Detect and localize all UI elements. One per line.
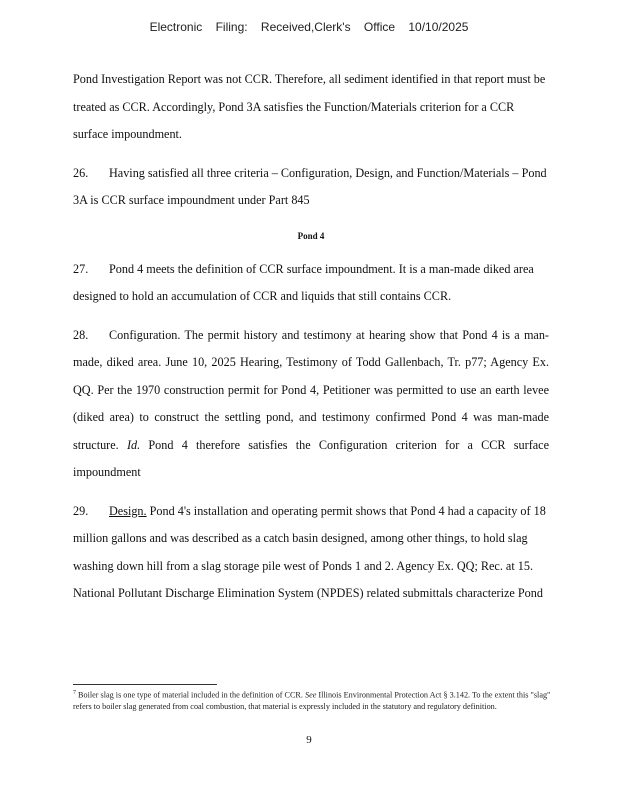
- paragraph-text: Having satisfied all three criteria – Configuration, Design, and Function/Materials – Pond 3A is CCR surface impoundment under Part 845: [73, 165, 547, 207]
- footnote-marker: 7: [73, 690, 76, 696]
- paragraph-number: 29.: [73, 503, 89, 518]
- footnote-text: Boiler slag is one type of material included in the definition of CCR.: [76, 690, 305, 700]
- paragraph-27: [73, 256, 549, 311]
- footnote-divider: [73, 684, 217, 685]
- continuation-paragraph: Pond Investigation Report was not CCR. Therefore, all sediment identified in that report must be treated as CCR. Accordingly, Pond 3A satisfies the Function/Materials criterion for a CCR surface impoundment.: [73, 72, 546, 141]
- paragraph-29: [73, 498, 549, 608]
- paragraph-number: 26.: [73, 165, 89, 180]
- page-number: 9: [306, 734, 312, 746]
- paragraph-text: Pond 4 meets the definition of CCR surface impoundment. It is a man-made diked area designed to hold an accumulation of CCR and liquids that still contains CCR.: [73, 261, 534, 303]
- paragraph-label: Configuration.: [109, 327, 181, 342]
- footnote-text-continued: Illinois Environmental Protection Act § 3.142. To the extent this "slag" refers to boiler slag generated from coal combustion, that material is expressly included in the statutory and regulatory definition.: [73, 690, 551, 712]
- paragraph-text-continued: Pond 4 therefore satisfies the Configuration criterion for a CCR surface impoundment: [73, 437, 549, 479]
- paragraph-28: [73, 322, 549, 487]
- id-citation: Id.: [126, 437, 141, 452]
- document-body: [73, 66, 549, 619]
- section-heading-pond-4: Pond 4: [297, 230, 325, 241]
- footnote: [73, 688, 551, 713]
- paragraph-number: 27.: [73, 261, 89, 276]
- footnote-signal: See: [304, 690, 317, 700]
- paragraph-text: Pond 4's installation and operating permit shows that Pond 4 had a capacity of 18 million gallons and was described as a catch basin designed, among other things, to hold slag washing down hill from a slag storage pile west of Ponds 1 and 2. Agency Ex. QQ; Rec. at 15. National Pollutant Discharge Elimination System (NPDES) related submittals characterize Pond: [73, 503, 546, 600]
- paragraph-label: Design.: [109, 503, 147, 518]
- paragraph-26: [73, 160, 549, 215]
- paragraph-text: The permit history and testimony at hearing show that Pond 4 is a man-made, diked area. June 10, 2025 Hearing, Testimony of Todd Gallenbach, Tr. p77; Agency Ex. QQ. Per the 1970 construction permit for Pond 4, Petitioner was permitted to use an earth levee (diked area) to construct the settling pond, and testimony confirmed Pond 4 was man-made structure.: [73, 327, 549, 452]
- filing-stamp-header: Electronic Filing: Received,Clerk's Office 10/10/2025: [149, 20, 469, 34]
- paragraph-number: 28.: [73, 327, 89, 342]
